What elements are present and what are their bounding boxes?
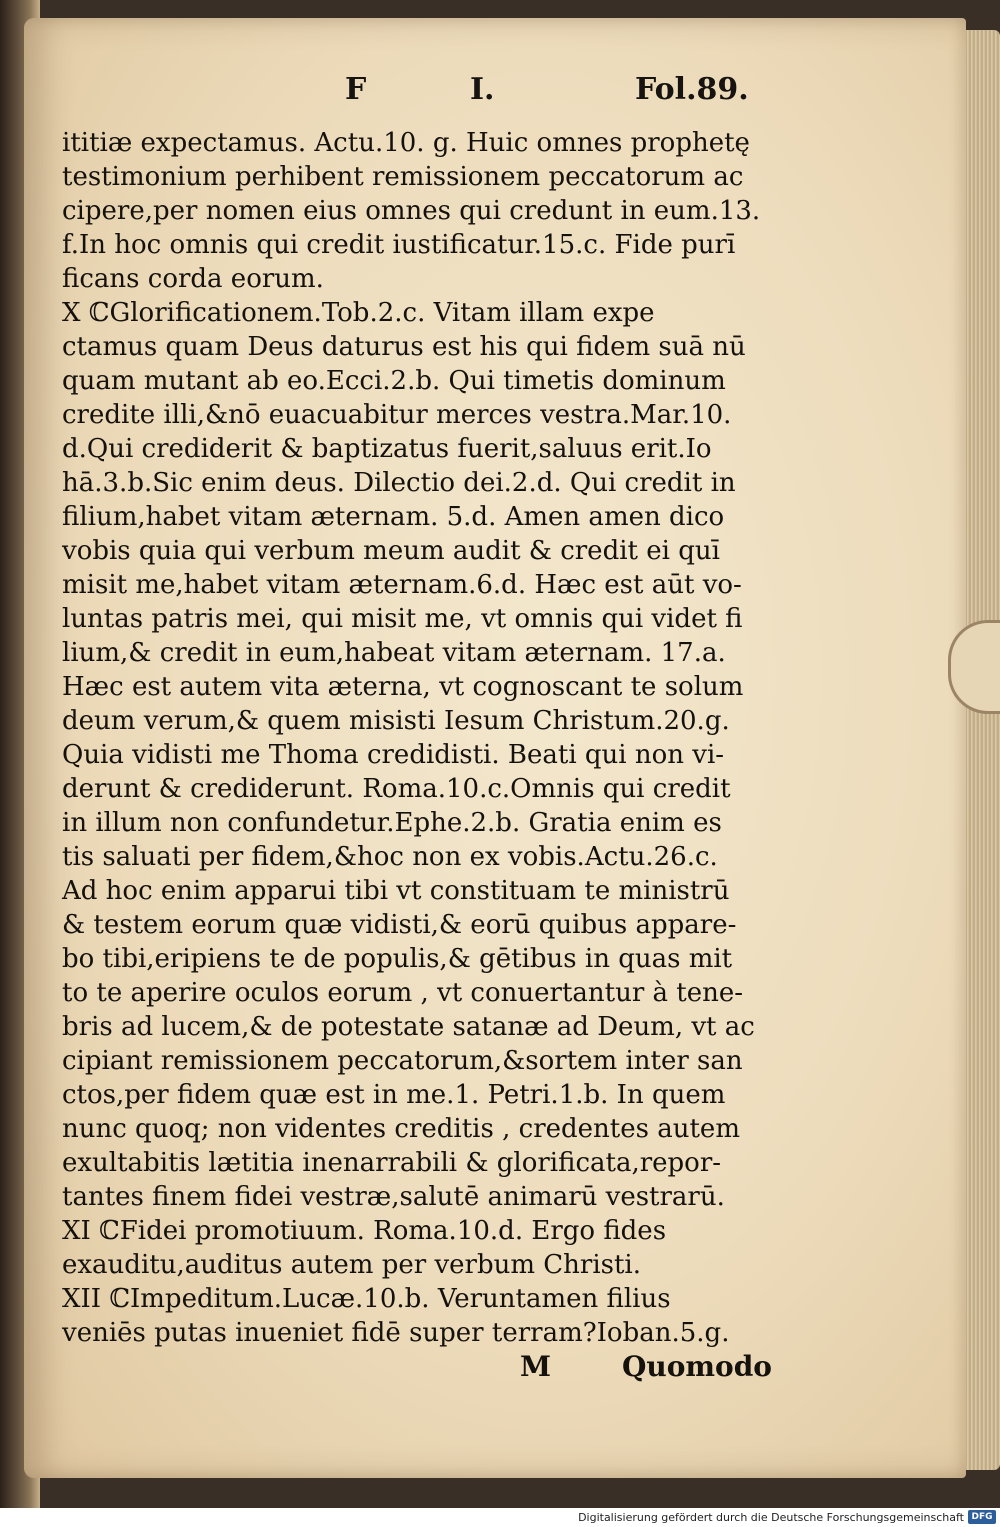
credit-text: Digitalisierung gefördert durch die Deutsche Forschungsgemeinschaft [578,1511,964,1524]
signature-letter: F [345,72,367,107]
text-line: X ℂGlorificationem.Tob.2.c. Vitam illam expe [62,298,655,328]
text-line: exauditu,auditus autem per verbum Christi. [62,1250,642,1280]
text-line: ctamus quam Deus daturus est his qui fidem suā nū [62,332,746,362]
running-head [345,72,785,112]
text-line: deum verum,& quem misisti Iesum Christum.20.g. [62,706,730,736]
text-line: filium,habet vitam æternam. 5.d. Amen amen dico [62,502,725,532]
signature-mark: M [520,1350,551,1383]
text-line: d.Qui crediderit & baptizatus fuerit,saluus erit.Io [62,434,712,464]
text-line: luntas patris mei, qui misit me, vt omnis qui videt fi [62,604,743,634]
text-line: credite illi,&nō euacuabitur merces vestra.Mar.10. [62,400,732,430]
text-line: tantes finem fidei vestræ,salutē animarū vestrarū. [62,1182,725,1212]
text-line: ctos,per fidem quæ est in me.1. Petri.1.b. In quem [62,1080,726,1110]
text-line: lium,& credit in eum,habeat vitam æternam. 17.a. [62,638,726,668]
text-line: exultabitis lætitia inenarrabili & glorificata,repor- [62,1148,722,1178]
text-line: bris ad lucem,& de potestate satanæ ad Deum, vt ac [62,1012,755,1042]
text-line: in illum non confundetur.Ephe.2.b. Gratia enim es [62,808,722,838]
text-line: veniēs putas inueniet fidē super terram?Ioban.5.g. [62,1318,730,1348]
text-line: cipiant remissionem peccatorum,&sortem inter san [62,1046,743,1076]
text-line: vobis quia qui verbum meum audit & credit ei quī [62,536,720,566]
text-line: quam mutant ab eo.Ecci.2.b. Qui timetis dominum [62,366,726,396]
text-line: derunt & crediderunt. Roma.10.c.Omnis qui credit [62,774,731,804]
digitization-credit-bar [0,1508,1000,1527]
text-line: XI ℂFidei promotiuum. Roma.10.d. Ergo fides [62,1216,667,1246]
text-line: Ad hoc enim apparui tibi vt constituam te ministrū [62,876,730,906]
catchword: Quomodo [622,1350,772,1383]
text-line: f.In hoc omnis qui credit iustificatur.15.c. Fide purī [62,230,736,260]
folio-number: Fol.89. [635,72,749,107]
page-foot [62,1350,792,1390]
text-line: nunc quoq; non videntes creditis , credentes autem [62,1114,740,1144]
text-line: hā.3.b.Sic enim deus. Dilectio dei.2.d. Qui credit in [62,468,736,498]
text-line: ficans corda eorum. [62,264,324,294]
text-line: misit me,habet vitam æternam.6.d. Hæc est aūt vo- [62,570,742,600]
text-line: tis saluati per fidem,&hoc non ex vobis.Actu.26.c. [62,842,718,872]
text-line: testimonium perhibent remissionem peccatorum ac [62,162,744,192]
page-edges [960,30,1000,1470]
text-line: cipere,per nomen eius omnes qui credunt in eum.13. [62,196,761,226]
text-line: Quia vidisti me Thoma credidisti. Beati qui non vi- [62,740,725,770]
text-line: Hæc est autem vita æterna, vt cognoscant te solum [62,672,744,702]
text-line: XII ℂImpeditum.Lucæ.10.b. Veruntamen filius [62,1284,671,1314]
text-line: & testem eorum quæ vidisti,& eorū quibus appare- [62,910,737,940]
text-line: bo tibi,eripiens te de populis,& gētibus in quas mit [62,944,733,974]
dfg-logo: DFG [968,1510,996,1524]
gathering-mark: I. [470,72,495,107]
text-line: to te aperire oculos eorum , vt conuertantur à tene- [62,978,744,1008]
text-line: ititiæ expectamus. Actu.10. g. Huic omnes prophetę [62,128,750,158]
body-text [62,126,792,1350]
